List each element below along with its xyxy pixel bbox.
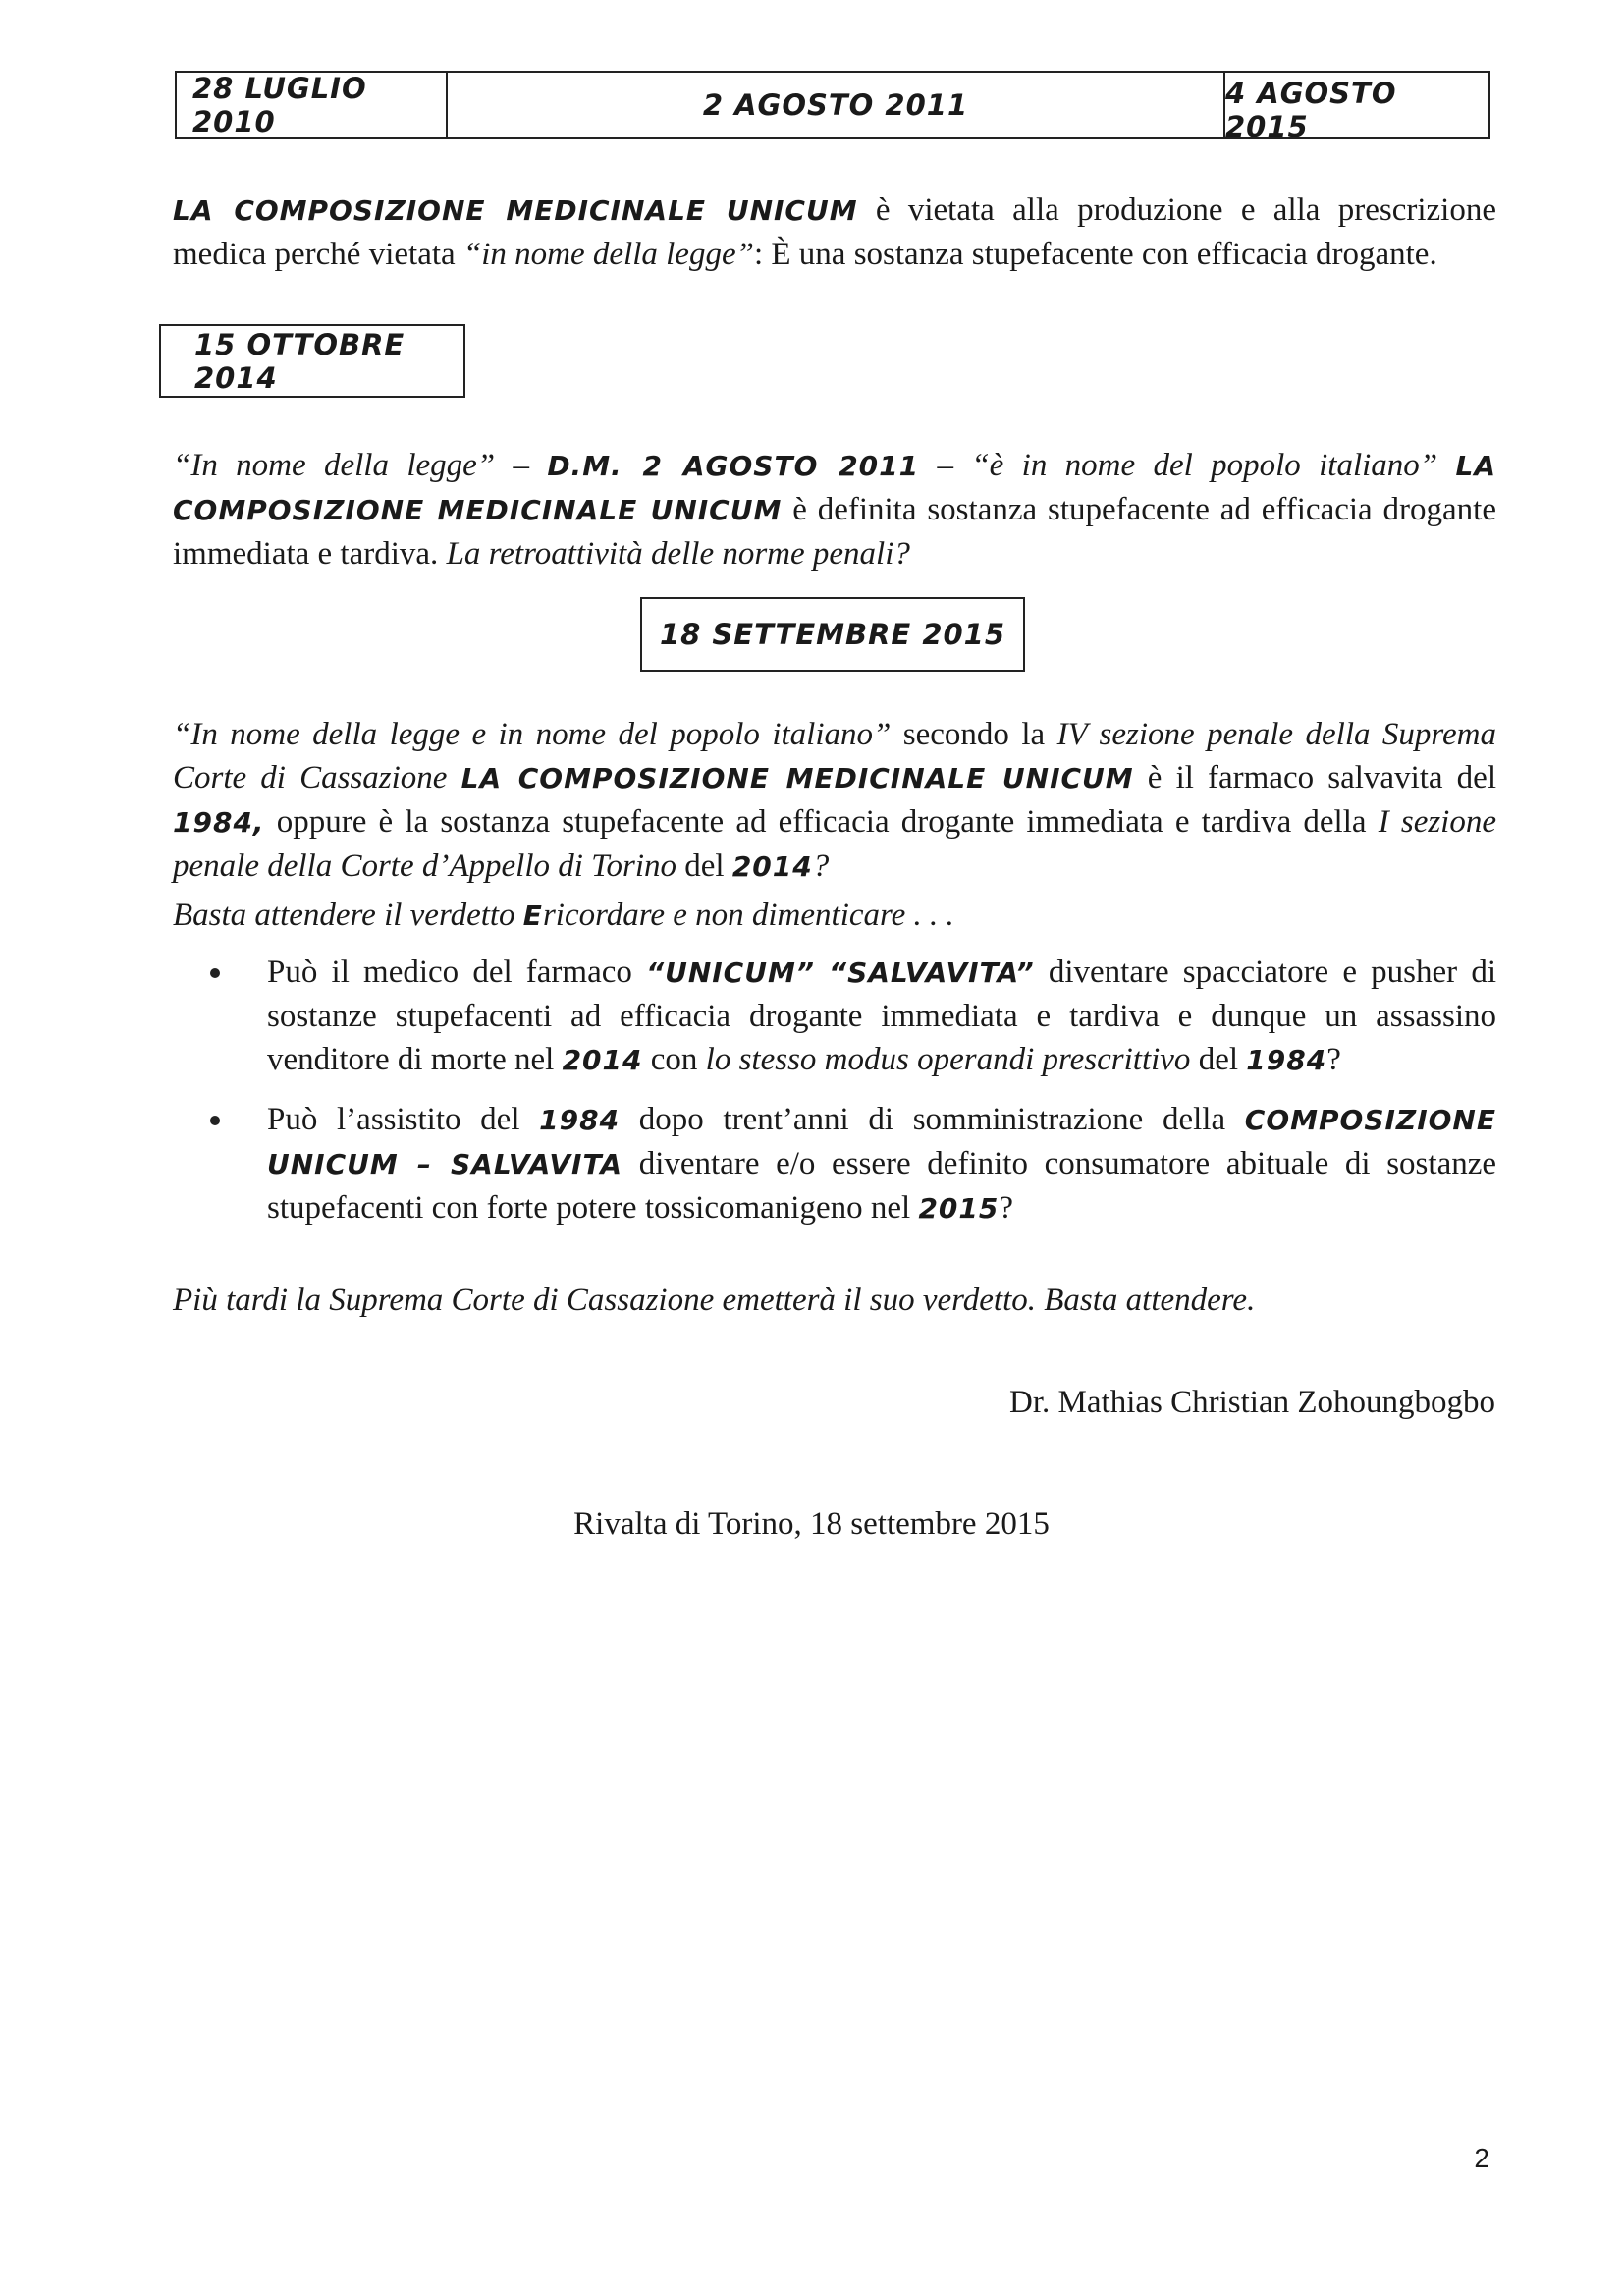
year: 1984 (1246, 1044, 1327, 1076)
year: 2014 (731, 850, 813, 883)
page-number: 2 (1474, 2143, 1489, 2173)
quote: “In nome della legge” (173, 448, 496, 483)
text: dopo trent’anni di somministrazione della (620, 1102, 1245, 1137)
space (447, 760, 460, 795)
text: diventare e/o essere definito consumatore abituale di sostanze stupefacenti con forte potere tossicomanigeno nel (267, 1146, 1497, 1226)
text: è vietata alla produzione e alla prescrizione medica perché vietata (173, 192, 1497, 272)
salvavita-label: “SALVAVITA” (829, 957, 1035, 989)
composition-name: LA COMPOSIZIONE MEDICINALE UNICUM (173, 450, 1497, 526)
text: diventare spacciatore e pusher di sostanze stupefacenti ad efficacia drogante immediata e tardiva e dunque un assassino venditore di morte nel (267, 955, 1496, 1077)
paragraph-dm (173, 444, 1496, 575)
year: 1984, (173, 806, 265, 839)
question-list (173, 951, 1496, 1246)
e-letter: E (522, 900, 543, 932)
composition-name: LA COMPOSIZIONE MEDICINALE UNICUM (460, 762, 1134, 794)
paragraph-cassazione (173, 713, 1496, 889)
bullet-icon (210, 968, 220, 978)
question: La retroattività delle norme penali? (446, 536, 910, 572)
court-section: I sezione penale della Corte d’Appello di Torino (173, 804, 1497, 884)
year: 1984 (539, 1104, 621, 1136)
dash: – (495, 448, 548, 483)
paragraph-prohibition (173, 189, 1496, 276)
modus-operandi: lo stesso modus operandi prescrittivo (705, 1042, 1191, 1077)
list-item (173, 951, 1496, 1082)
bullet-icon (210, 1116, 220, 1125)
text: Può il medico del farmaco (267, 955, 647, 990)
header-date-3: 4 AGOSTO 2015 (1225, 77, 1397, 143)
text: Basta attendere il verdetto (173, 898, 523, 933)
text: è definita sostanza stupefacente ad efficacia drogante immediata e tardiva. (173, 492, 1496, 572)
header-date-bar (175, 71, 1490, 143)
paragraph-closing: Più tardi la Suprema Corte di Cassazione emetterà il suo verdetto. Basta attendere. (173, 1283, 1256, 1318)
year: 2014 (562, 1044, 643, 1076)
signature: Dr. Mathias Christian Zohoungbogbo (1009, 1385, 1495, 1420)
space (1437, 448, 1455, 483)
header-date-1: 28 LUGLIO 2010 (177, 73, 448, 137)
year: 2015 (918, 1192, 1000, 1225)
text: è il farmaco salvavita del (1133, 760, 1496, 795)
text: con (642, 1042, 706, 1077)
dash: – (919, 448, 972, 483)
text: Può l’assistito del (267, 1102, 540, 1137)
text: del (676, 848, 732, 884)
header-date-2: 2 AGOSTO 2011 (448, 73, 1225, 137)
punct: ? (812, 848, 830, 884)
punct: ? (1326, 1042, 1341, 1077)
date-box-18-settembre: 18 SETTEMBRE 2015 (640, 597, 1025, 672)
punct: ? (999, 1190, 1014, 1226)
text: oppure è la sostanza stupefacente ad efficacia drogante immediata e tardiva della (264, 804, 1379, 840)
composition-name: COMPOSIZIONE UNICUM – SALVAVITA (267, 1104, 1496, 1180)
quote: “è in nome del popolo italiano” (971, 448, 1438, 483)
text: secondo la (891, 717, 1057, 752)
decree-reference: D.M. 2 AGOSTO 2011 (547, 450, 920, 482)
quote: “in nome della legge” (462, 237, 754, 272)
list-item (173, 1098, 1496, 1230)
place-date: Rivalta di Torino, 18 settembre 2015 (573, 1506, 1050, 1542)
paragraph-wait (173, 894, 1496, 938)
quote: “In nome della legge e in nome del popolo italiano” (173, 717, 892, 752)
composition-name: LA COMPOSIZIONE MEDICINALE UNICUM (173, 194, 858, 227)
text: ricordare e non dimenticare . . . (542, 898, 954, 933)
space (815, 955, 829, 990)
text: : È una sostanza stupefacente con efficacia drogante. (753, 237, 1437, 272)
court-section: IV sezione penale della Suprema Corte di Cassazione (173, 717, 1496, 795)
text: del (1190, 1042, 1247, 1077)
date-box-15-ottobre: 15 OTTOBRE 2014 (159, 324, 465, 398)
unicum-label: “UNICUM” (646, 957, 815, 989)
